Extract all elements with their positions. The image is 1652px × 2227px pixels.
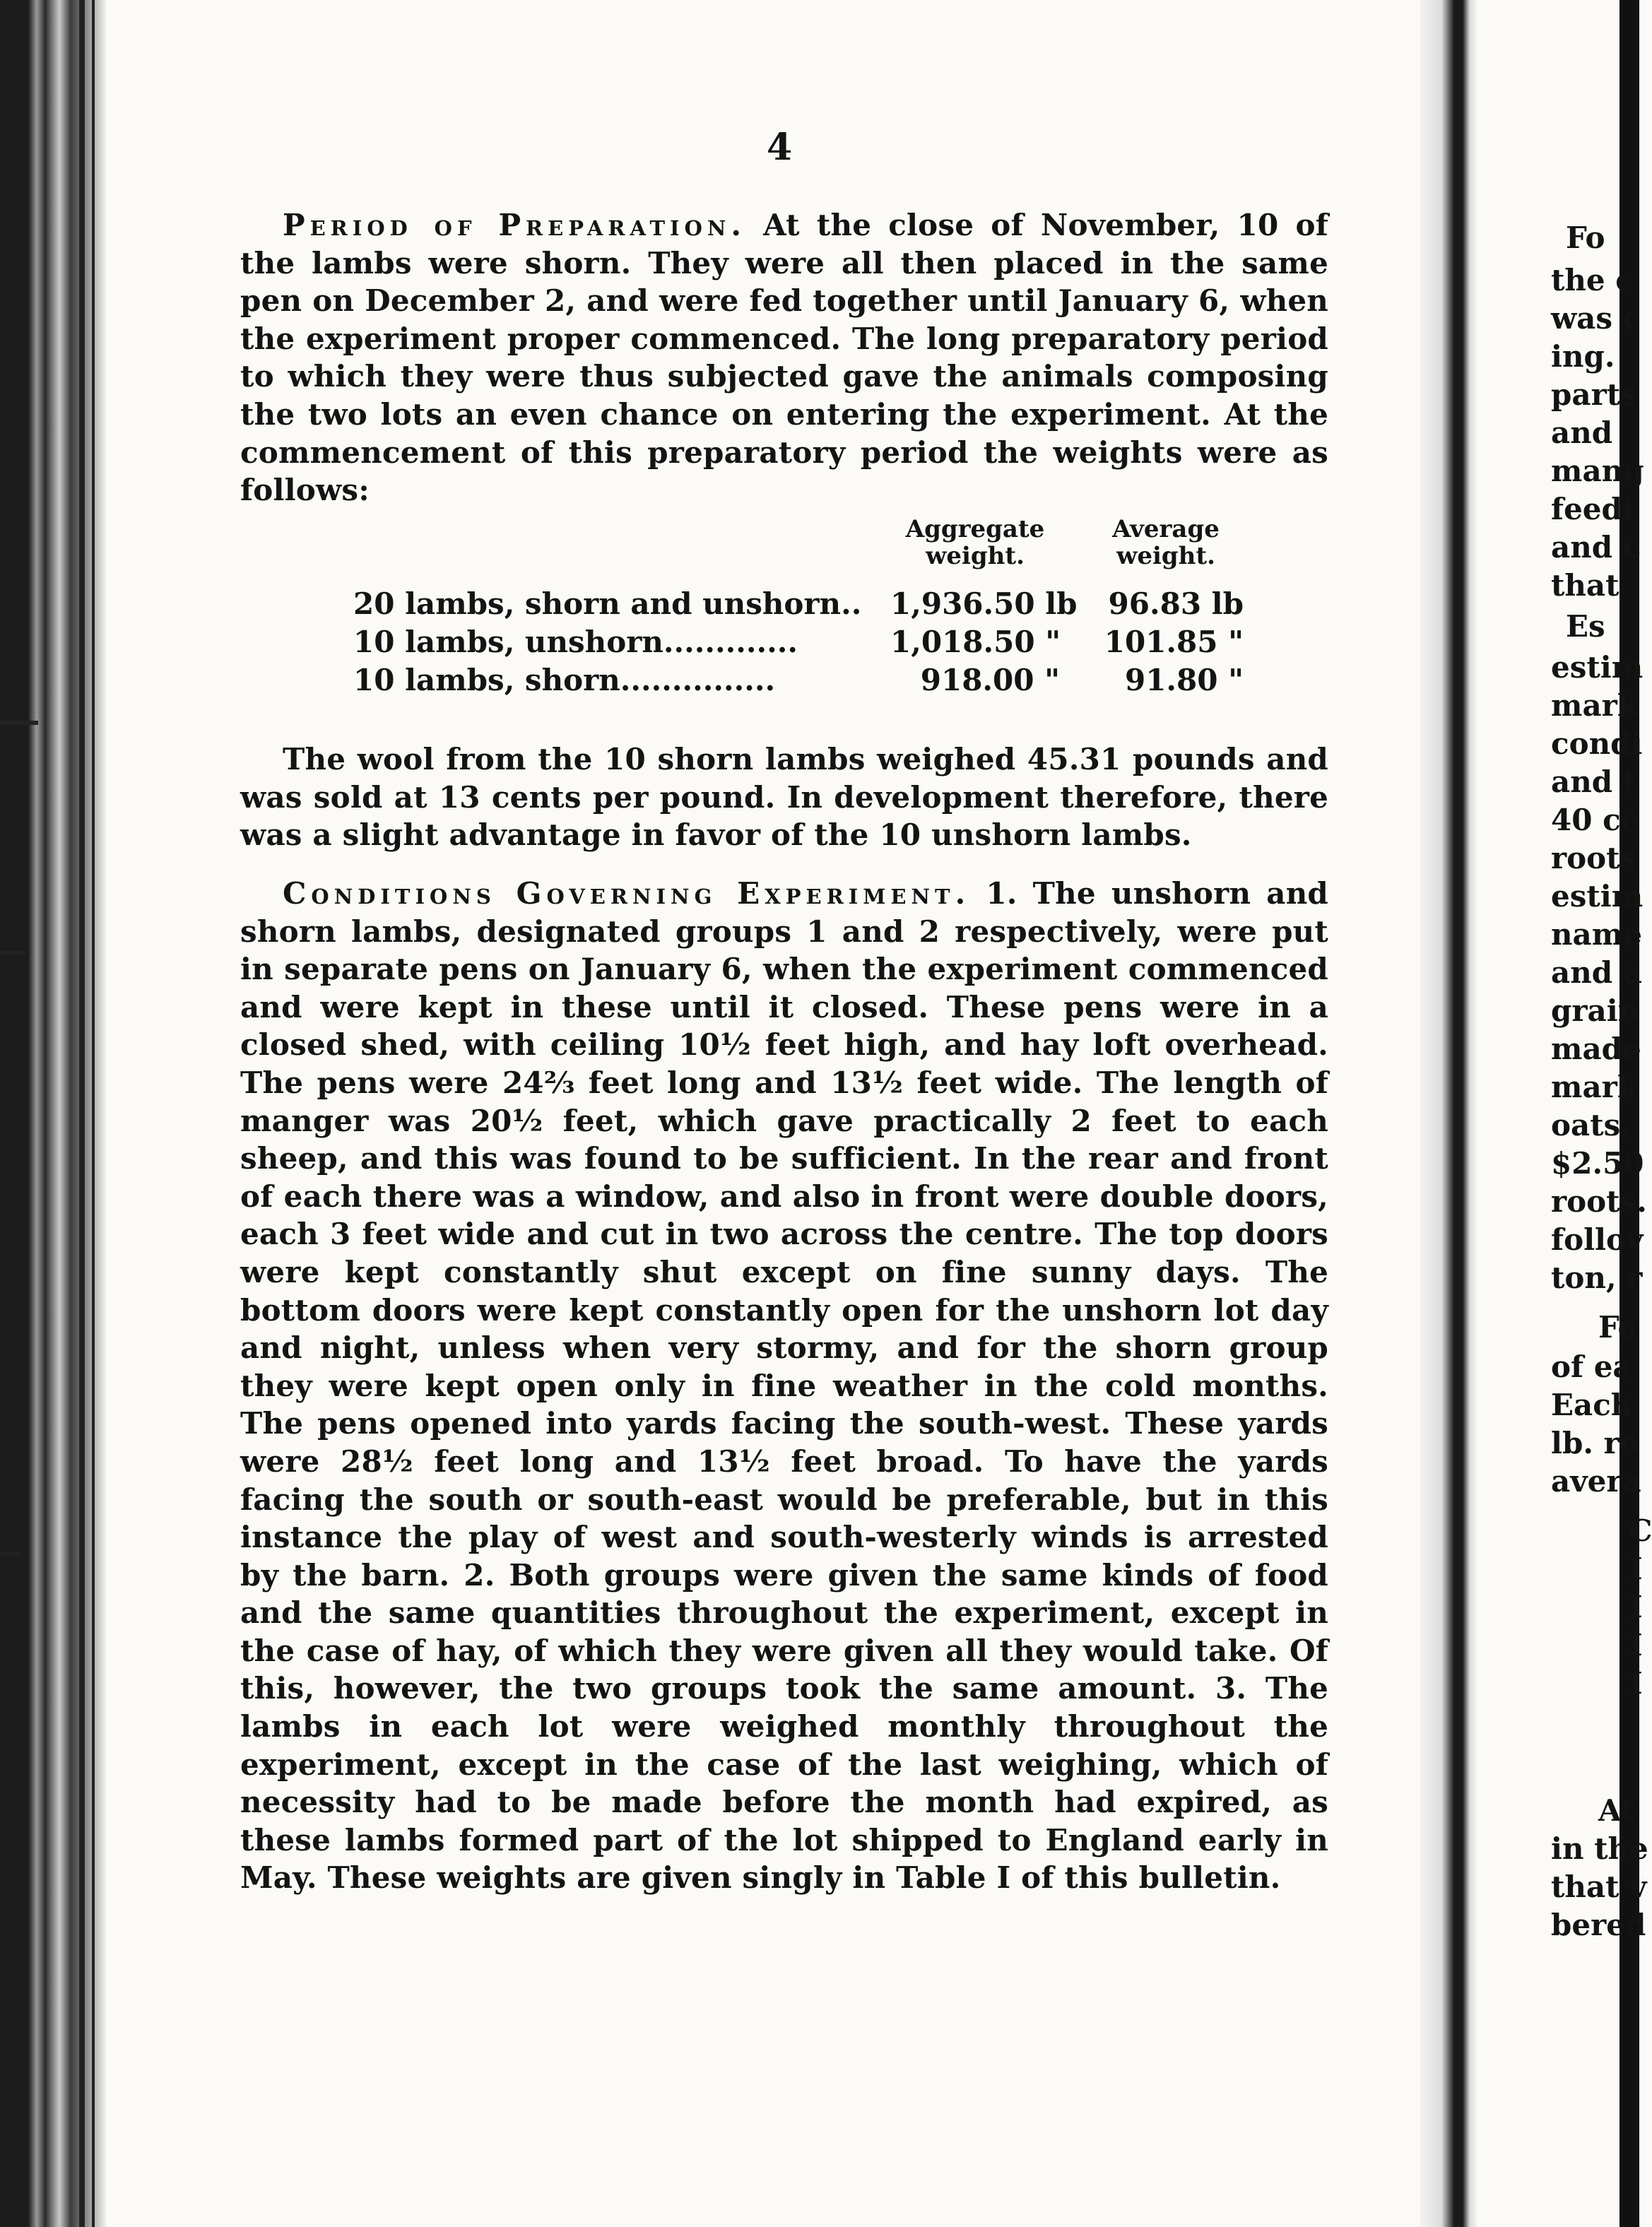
facing-page-fragment: feedi bbox=[1551, 492, 1634, 526]
row-label: 20 lambs, shorn and unshorn.. bbox=[353, 586, 862, 621]
facing-page-fragment: lb. ro bbox=[1551, 1426, 1639, 1460]
facing-page-fragment: 40 ce bbox=[1551, 803, 1640, 837]
margin-mark bbox=[0, 1552, 21, 1556]
page-gutter bbox=[1420, 0, 1477, 2227]
section-heading: Period of Preparation. bbox=[283, 208, 746, 242]
facing-page-fragment: the c bbox=[1551, 263, 1634, 297]
facing-page-fragment: estim bbox=[1551, 650, 1644, 685]
facing-page-fragment: Fo bbox=[1598, 1310, 1638, 1345]
column-header-aggregate: Aggregate weight. bbox=[905, 515, 1045, 570]
facing-page-fragment: that v bbox=[1551, 1869, 1647, 1904]
page-number: 4 bbox=[767, 126, 793, 169]
average-weight: 96.83 lb bbox=[1108, 586, 1244, 621]
facing-page-fragment: condi bbox=[1551, 726, 1643, 761]
table-row bbox=[353, 663, 1272, 701]
facing-page-fragment: of ea bbox=[1551, 1349, 1632, 1384]
facing-page-fragment: that bbox=[1551, 568, 1619, 603]
aggregate-weight: 918.00 " bbox=[920, 663, 1060, 697]
table-row bbox=[353, 586, 1272, 625]
section-heading: Conditions Governing Experiment. bbox=[283, 876, 971, 911]
facing-page-fragment: in the bbox=[1551, 1831, 1648, 1866]
facing-page-fragment: I bbox=[1629, 1628, 1643, 1662]
facing-page-fragment: mark bbox=[1551, 688, 1638, 723]
facing-page-fragment: $2.50 bbox=[1551, 1146, 1644, 1181]
facing-page-fragment: and t bbox=[1551, 764, 1637, 799]
table-row bbox=[353, 625, 1272, 663]
facing-page-fragment: and c bbox=[1551, 530, 1641, 565]
facing-page-fragment: estim bbox=[1551, 879, 1644, 914]
facing-page-fragment: mang bbox=[1551, 454, 1644, 488]
facing-page-fragment: roots. bbox=[1551, 1184, 1647, 1219]
facing-page-fragment: roots bbox=[1551, 841, 1637, 875]
facing-page-fragment: I bbox=[1629, 1552, 1643, 1586]
facing-page-fragment: ton, r bbox=[1551, 1260, 1643, 1295]
facing-page-fragment: oats, bbox=[1551, 1108, 1631, 1142]
facing-page-fragment: C bbox=[1629, 1513, 1652, 1548]
facing-page-fragment: made bbox=[1551, 1032, 1641, 1066]
paragraph-text: The wool from the 10 shorn lambs weighed 45.31 pounds and was sold at 13 cents per pound. In development therefore, there was a slight advantage in favor of the 10 unshorn lambs. bbox=[240, 742, 1328, 853]
facing-page-fragment: parts bbox=[1551, 377, 1637, 412]
facing-page-fragment: I bbox=[1629, 1666, 1643, 1701]
binding-line bbox=[92, 0, 95, 2227]
row-label: 10 lambs, unshorn............. bbox=[353, 625, 798, 659]
wool-paragraph bbox=[240, 740, 1328, 854]
margin-mark bbox=[0, 721, 38, 725]
facing-page-fragment: grain bbox=[1551, 993, 1640, 1028]
facing-page-fragment: and a bbox=[1551, 955, 1642, 990]
facing-page-fragment: bered bbox=[1551, 1908, 1646, 1942]
paragraph-text: 1. The unshorn and shorn lambs, designated groups 1 and 2 respectively, were put in separate pens on January 6, when the experiment commenced and were kept in these until it closed. These pens were in a closed shed, with ceiling 10½ feet high, and hay loft overhead. The pens were 24⅔ feet long and 13½ feet wide. The length of manger was 20½ feet, which gave practically 2 feet to each sheep, and this was found to be sufficient. In the rear and front of each there was a window, and also in front were double doors, each 3 feet wide and cut in two across the centre. The top doors were kept constantly shut except on fine sunny days. The bottom doors were kept constantly open for the unshorn lot day and night, unless when very stormy, and for the shorn group they were kept open only in fine weather in the cold months. The pens opened into yards facing the south-west. These yards were 28½ feet long and 13½ feet broad. To have the yards facing the south or south-east would be preferable, but in this instance the play of west and south-westerly winds is arrested by the barn. 2. Both groups were given the same kinds of food and the same quantities throughout the experiment, except in the case of hay, of which they were given all they would take. Of this, however, the two groups took the same amount. 3. The lambs in each lot were weighed monthly throughout the experiment, except in the case of the last weighing, which of necessity had to be made before the month had expired, as these lambs formed part of the lot shipped to England early in May. These weights are given singly in Table I of this bulletin. bbox=[240, 876, 1328, 1896]
facing-page-fragment: avera bbox=[1551, 1464, 1641, 1499]
average-weight: 101.85 " bbox=[1104, 625, 1244, 659]
column-header-average: Average weight. bbox=[1112, 515, 1220, 570]
average-weight: 91.80 " bbox=[1124, 663, 1244, 697]
binding-line bbox=[79, 0, 85, 2227]
aggregate-weight: 1,018.50 " bbox=[890, 625, 1061, 659]
facing-page-fragment: Each bbox=[1551, 1388, 1633, 1422]
aggregate-weight: 1,936.50 lb bbox=[890, 586, 1078, 621]
facing-page-fragment: At bbox=[1598, 1793, 1635, 1828]
conditions-paragraph bbox=[240, 875, 1328, 1897]
facing-page-fragment: mark bbox=[1551, 1070, 1638, 1104]
facing-page-fragment: Fo bbox=[1566, 220, 1605, 255]
paragraph-text: At the close of November, 10 of the lambs were shorn. They were all then placed in the same pen on December 2, and were fed together until January 6, when the experiment proper commenced. The long preparatory period to which they were thus subjected gave the animals composing the two lots an even chance on entering the experiment. At the commencement of this preparatory period the weights were as follows: bbox=[240, 208, 1328, 508]
facing-page-fragment: I bbox=[1629, 1590, 1643, 1624]
preparation-paragraph bbox=[240, 206, 1328, 509]
facing-page-fragment: name bbox=[1551, 917, 1642, 952]
margin-mark bbox=[0, 951, 25, 955]
facing-page-fragment: follov bbox=[1551, 1222, 1644, 1257]
facing-page-fragment: Es bbox=[1566, 609, 1605, 644]
facing-page-fragment: and bbox=[1551, 415, 1613, 450]
left-binding-edge bbox=[0, 0, 106, 2227]
row-label: 10 lambs, shorn............... bbox=[353, 663, 776, 697]
facing-page-fragment: was c bbox=[1551, 301, 1641, 336]
facing-page-fragment: ing. bbox=[1551, 339, 1615, 374]
